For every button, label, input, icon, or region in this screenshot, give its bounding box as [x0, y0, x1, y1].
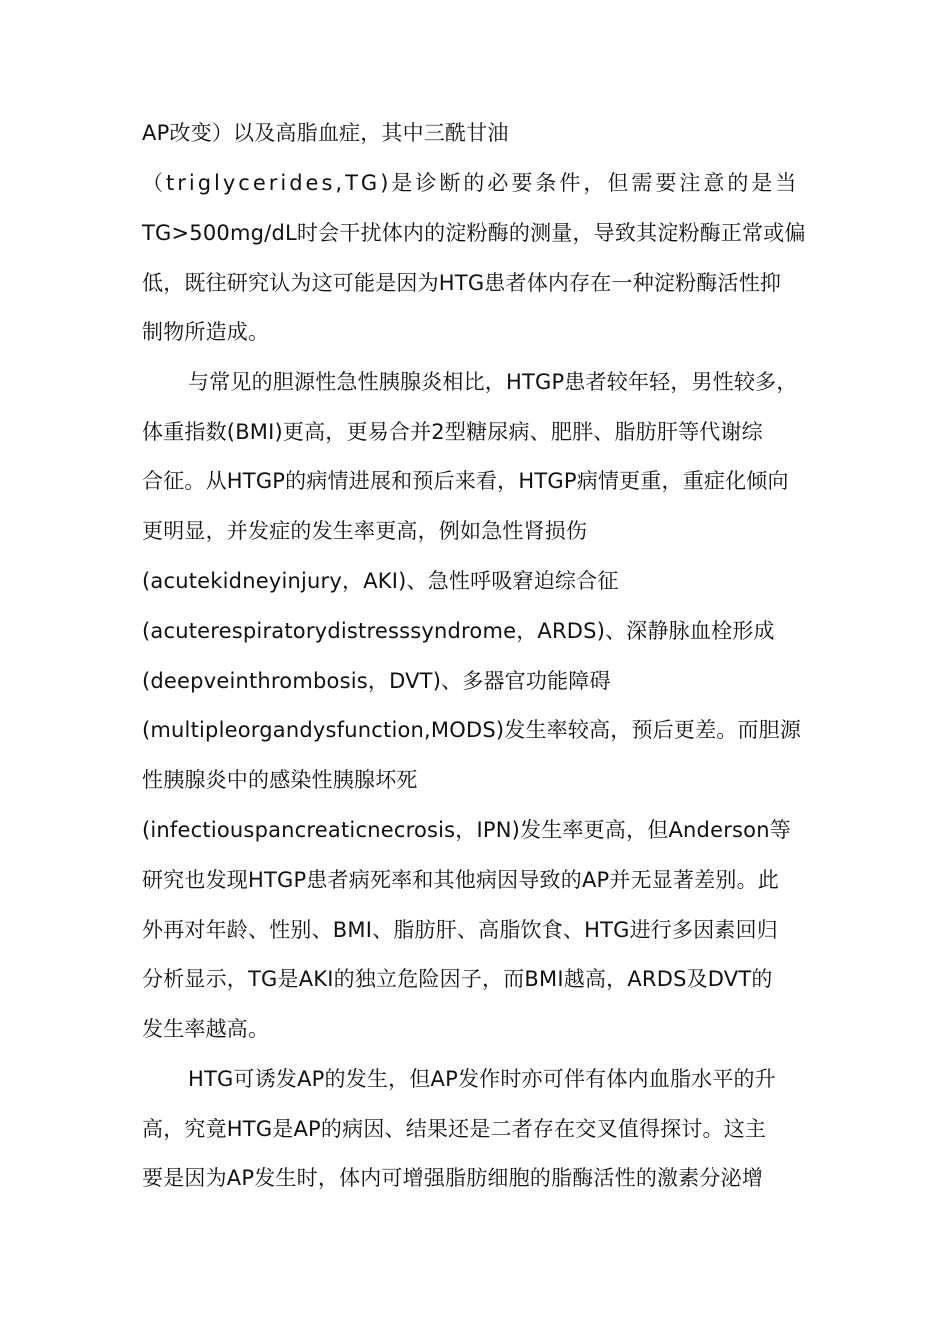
paragraph-2-line-1: 与常见的胆源性急性胰腺炎相比，HTGP患者较年轻，男性较多， — [188, 370, 798, 394]
paragraph-1-line-2: （triglycerides,TG)是诊断的必要条件，但需要注意的是当 — [142, 171, 800, 195]
paragraph-2-line-8: (multipleorgandysfunction,MODS)发生率较高，预后更差。而胆源 — [142, 718, 802, 742]
paragraph-2-line-3: 合征。从HTGP的病情进展和预后来看，HTGP病情更重，重症化倾向 — [142, 469, 789, 493]
paragraph-2-line-5: (acutekidneyinjury，AKI)、急性呼吸窘迫综合征 — [142, 569, 619, 593]
paragraph-3-line-1: HTG可诱发AP的发生，但AP发作时亦可伴有体内血脂水平的升 — [188, 1067, 776, 1091]
paragraph-2-line-14: 发生率越高。 — [142, 1017, 270, 1041]
paragraph-1-line-1: AP改变）以及高脂血症，其中三酰甘油 — [142, 121, 509, 145]
paragraph-2-line-11: 研究也发现HTGP患者病死率和其他病因导致的AP并无显著差别。此 — [142, 868, 779, 892]
paragraph-2-line-10: (infectiouspancreaticnecrosis，IPN)发生率更高，但Anderson等 — [142, 818, 791, 842]
paragraph-3-line-2: 高，究竟HTG是AP的病因、结果还是二者存在交叉值得探讨。这主 — [142, 1117, 767, 1141]
paragraph-2-line-9: 性胰腺炎中的感染性胰腺坏死 — [142, 768, 418, 792]
paragraph-2-line-13: 分析显示，TG是AKI的独立危险因子，而BMI越高，ARDS及DVT的 — [142, 967, 773, 991]
paragraph-2-line-7: (deepveinthrombosis，DVT)、多器官功能障碍 — [142, 669, 611, 693]
paragraph-2-line-4: 更明显，并发症的发生率更高，例如急性肾损伤 — [142, 519, 588, 543]
paragraph-2-line-6: (acuterespiratorydistresssyndrome，ARDS)、深静脉血栓形成 — [142, 619, 775, 643]
paragraph-3-line-3: 要是因为AP发生时，体内可增强脂肪细胞的脂酶活性的激素分泌增 — [142, 1166, 764, 1190]
paragraph-1-line-4: 低，既往研究认为这可能是因为HTG患者体内存在一种淀粉酶活性抑 — [142, 271, 782, 295]
paragraph-1-line-5: 制物所造成。 — [142, 320, 270, 344]
paragraph-2-line-2: 体重指数(BMI)更高，更易合并2型糖尿病、肥胖、脂肪肝等代谢综 — [142, 420, 763, 444]
paragraph-1-line-3: TG>500mg/dL时会干扰体内的淀粉酶的测量，导致其淀粉酶正常或偏 — [142, 221, 806, 245]
paragraph-2-line-12: 外再对年龄、性别、BMI、脂肪肝、高脂饮食、HTG进行多因素回归 — [142, 918, 779, 942]
